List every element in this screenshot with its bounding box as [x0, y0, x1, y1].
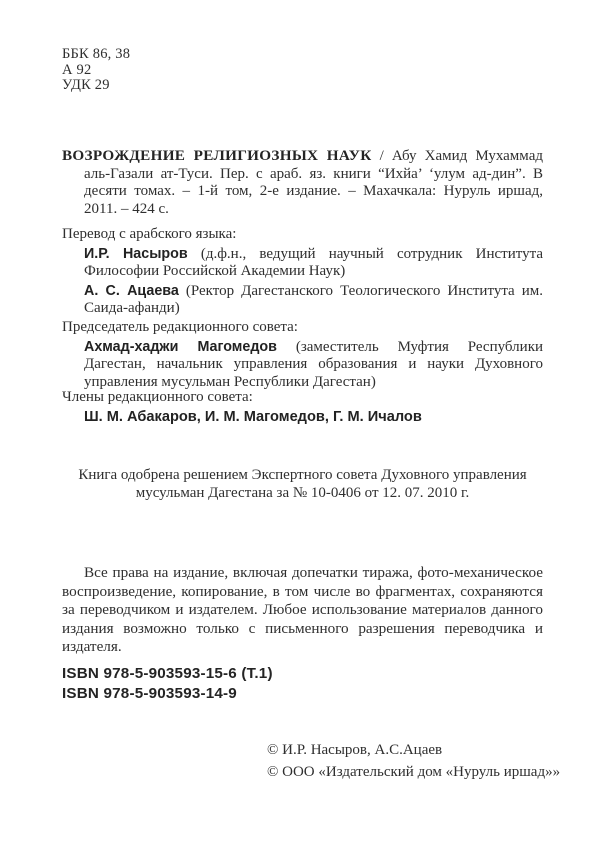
chairman-details: (заместитель Муфтия Республики Дагестан, начальник управления образования и науки Духовного управления мусульман Республики Дагестан) [84, 338, 544, 390]
bbk-code: ББК 86, 38 [62, 46, 131, 62]
bibliographic-entry [62, 147, 543, 218]
author-sign: А 92 [62, 61, 92, 78]
chairman-heading: Председатель редакционного совета: [62, 319, 298, 335]
rights-paragraph: Все права на издание, включая допечатки тиража, фото-механическое воспроизведение, копирование, в том числе во фрагментах, сохраняются за переводчиком и издателем. Любое использование материалов данного издания возможно только с письменного разрешения переводчика и издателя. [62, 564, 543, 655]
members-heading: Члены редакционного совета: [62, 389, 253, 405]
translator-name: А. С. Ацаева [84, 282, 179, 299]
approval-text: Книга одобрена решением Экспертного совета Духовного управления мусульман Дагестана за № 10-0406 от 12. 07. 2010 г. [78, 467, 527, 501]
editorial-members-section [62, 389, 543, 426]
chairman-entry [62, 339, 543, 392]
translation-heading: Перевод с арабского языка: [62, 226, 237, 242]
members-names: Ш. М. Абакаров, И. М. Магомедов, Г. М. Ичалов [84, 408, 422, 425]
copyright-publisher: © ООО «Издательский дом «Нуруль иршад»» [267, 764, 561, 780]
translator-name: И.Р. Насыров [84, 245, 188, 262]
isbn-block [62, 664, 543, 704]
translator-entry [62, 283, 543, 318]
editorial-chairman-section [62, 319, 543, 391]
approval-note [62, 466, 543, 502]
copyright-authors: © И.Р. Насыров, А.С.Ацаев [267, 742, 443, 758]
copyright-block [267, 739, 587, 783]
bibliographic-description: / Абу Хамид Мухаммад аль-Газали ат-Туси. Пер. с араб. яз. книги “Ихйа’ ‘улум ад-дин”. В десяти томах. – 1-й том, 2-е издание. – Махачкала: Нуруль иршад, 2011. – 424 с. [84, 148, 543, 217]
translator-entry [62, 246, 543, 281]
cataloguing-codes [62, 47, 543, 94]
translator-details: (д.ф.н., ведущий научный сотрудник Института Философии Российской Академии Наук) [84, 245, 543, 279]
book-title: ВОЗРОЖДЕНИЕ РЕЛИГИОЗНЫХ НАУК [62, 147, 372, 164]
translation-section [62, 226, 543, 318]
translator-details: (Ректор Дагестанского Теологического Института им. Саида-афанди) [84, 282, 544, 316]
isbn-series: ISBN 978-5-903593-14-9 [62, 685, 237, 702]
chairman-name: Ахмад-хаджи Магомедов [84, 338, 277, 355]
isbn-volume: ISBN 978-5-903593-15-6 (Т.1) [62, 665, 273, 682]
udk-code: УДК 29 [62, 77, 110, 93]
